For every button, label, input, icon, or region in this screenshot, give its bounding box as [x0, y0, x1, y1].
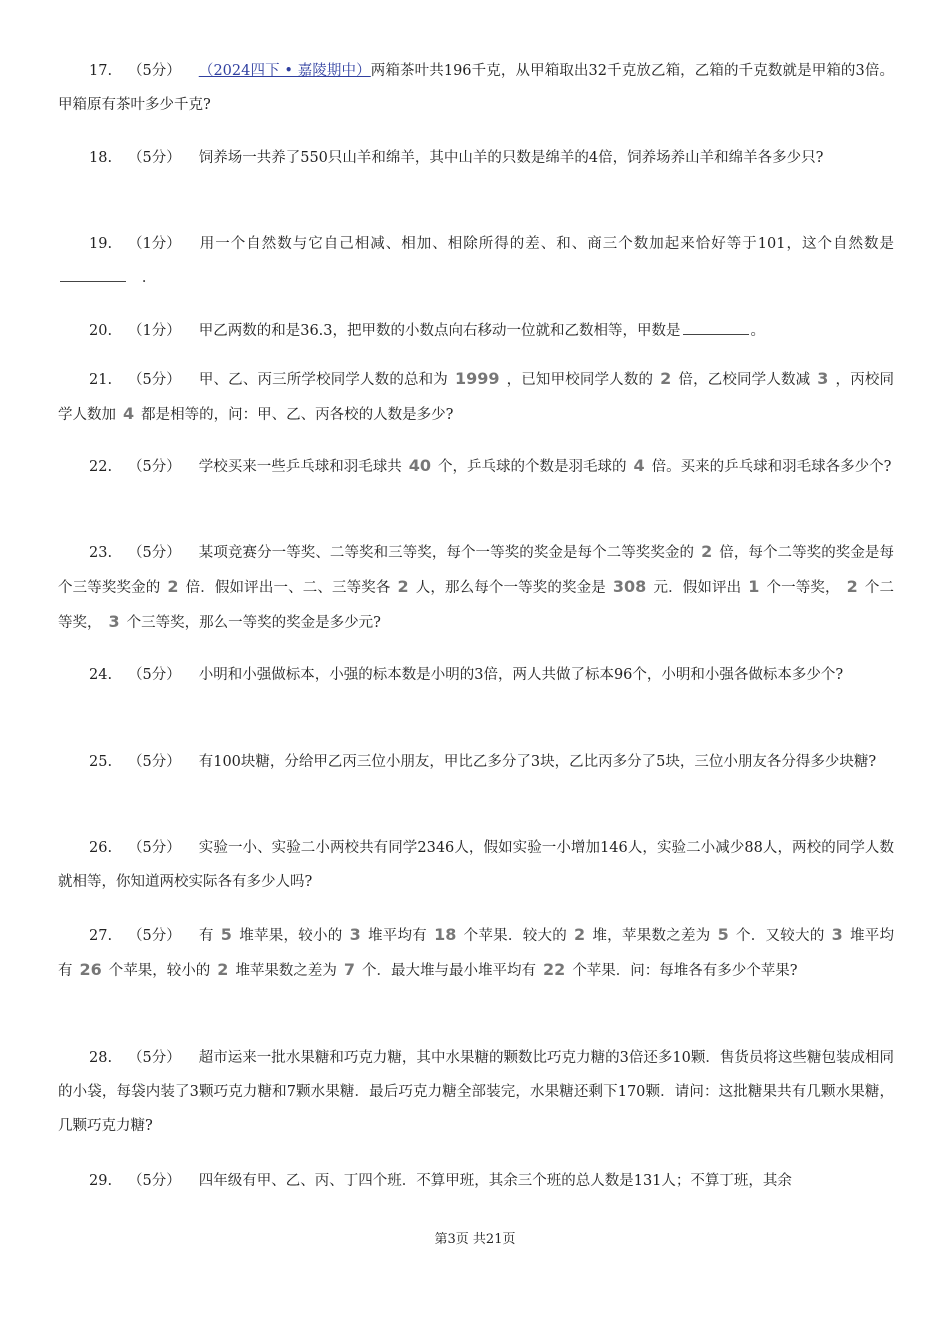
question-text: 堆苹果，较小的 [238, 928, 343, 944]
question-number: 27. [89, 928, 113, 944]
question-text: 实验一小、实验二小两校共有同学2346人，假如实验一小增加146人，实验二小减少88人，两校的同学人数就相等，你知道两校实际各有多少人吗? [58, 840, 894, 890]
highlighted-number: 1 [748, 577, 760, 596]
question-text: 个苹果．问：每堆各有多少个苹果? [572, 963, 798, 979]
highlighted-number: 2 [167, 577, 179, 596]
source-link[interactable]: （2024四下 • 嘉陵期中） [198, 63, 371, 79]
question-number: 29. [89, 1173, 113, 1189]
question-27 [58, 918, 894, 988]
highlighted-number: 18 [434, 925, 457, 944]
question-text: ，已知甲校同学人数的 [506, 372, 654, 388]
question-points: （5分） [128, 667, 181, 683]
question-points: （5分） [128, 1050, 181, 1066]
question-punctuation: ． [128, 270, 157, 286]
highlighted-number: 3 [831, 925, 843, 944]
question-25 [58, 745, 894, 779]
question-text: 堆苹果数之差为 [235, 963, 337, 979]
question-points: （1分） [128, 236, 181, 252]
question-text: 超市运来一批水果糖和巧克力糖，其中水果糖的颗数比巧克力糖的3倍还多10颗．售货员将这些糖包装成相同的小袋，每袋内装了3颗巧克力糖和7颗水果糖．最后巧克力糖全部装完，水果糖还剩下170颗．请问：这批糖果共有几颗水果糖，几颗巧克力糖? [58, 1050, 894, 1134]
question-text: 甲乙两数的和是36.3，把甲数的小数点向右移动一位就和乙数相等，甲数是 [198, 323, 681, 339]
question-text: ，丙校同学人数加 [58, 372, 895, 423]
question-number: 19. [89, 236, 113, 252]
question-text: 个．最大堆与最小堆平均有 [362, 963, 537, 979]
question-text: 个苹果，较小的 [108, 963, 211, 979]
question-number: 17. [89, 63, 113, 79]
question-text: 倍，每个二等奖的奖金是每个三等奖奖金的 [58, 545, 895, 596]
question-19 [58, 227, 894, 295]
highlighted-number: 3 [817, 369, 829, 388]
question-number: 22. [89, 459, 113, 475]
highlighted-number: 22 [543, 960, 566, 979]
question-text: 小明和小强做标本，小强的标本数是小明的3倍，两人共做了标本96个，小明和小强各做标本多少个? [198, 667, 844, 683]
question-points: （5分） [128, 63, 181, 79]
highlighted-number: 5 [717, 925, 729, 944]
highlighted-number: 308 [612, 577, 647, 596]
highlighted-number: 2 [217, 960, 229, 979]
question-text: 个，乒乓球的个数是羽毛球的 [438, 459, 627, 475]
question-29 [58, 1164, 894, 1198]
question-number: 26. [89, 840, 113, 856]
question-text: 个三等奖，那么一等奖的奖金是多少元? [126, 615, 381, 631]
question-points: （1分） [128, 323, 181, 339]
question-points: （5分） [128, 372, 181, 388]
question-24 [58, 658, 894, 692]
question-points: （5分） [128, 459, 181, 475]
question-text: 用一个自然数与它自己相减、相加、相除所得的差、和、商三个数加起来恰好等于101，这个自然数是 [198, 236, 894, 252]
question-text: 堆平均有 [367, 928, 428, 944]
question-points: （5分） [128, 754, 181, 770]
highlighted-number: 40 [408, 456, 431, 475]
question-text: 四年级有甲、乙、丙、丁四个班．不算甲班，其余三个班的总人数是131人；不算丁班，其余 [198, 1173, 792, 1189]
highlighted-number: 26 [79, 960, 102, 979]
question-21 [58, 362, 894, 432]
question-points: （5分） [128, 840, 181, 856]
question-17 [58, 54, 894, 122]
question-text: 有 [198, 928, 214, 944]
question-text: 倍，乙校同学人数减 [678, 372, 811, 388]
question-number: 28. [89, 1050, 113, 1066]
question-23 [58, 535, 894, 640]
question-number: 18. [89, 150, 113, 166]
question-text: 人，那么每个一等奖的奖金是 [415, 580, 606, 596]
question-points: （5分） [128, 928, 181, 944]
question-text: 饲养场一共养了550只山羊和绵羊，其中山羊的只数是绵羊的4倍，饲养场养山羊和绵羊各多少只? [198, 150, 824, 166]
question-26 [58, 831, 894, 899]
question-text: 个二等奖， [58, 580, 895, 631]
highlighted-number: 2 [574, 925, 586, 944]
answer-blank[interactable] [60, 267, 126, 282]
question-text: 堆平均有 [58, 928, 895, 979]
question-text: 个一等奖， [766, 580, 840, 596]
question-number: 21. [89, 372, 113, 388]
highlighted-number: 2 [397, 577, 409, 596]
question-text: 元．假如评出 [653, 580, 742, 596]
question-number: 23. [89, 545, 113, 561]
highlighted-number: 3 [108, 612, 120, 631]
question-text: 某项竞赛分一等奖、二等奖和三等奖，每个一等奖的奖金是每个二等奖奖金的 [198, 545, 695, 561]
question-number: 25. [89, 754, 113, 770]
question-text: 学校买来一些乒乓球和羽毛球共 [198, 459, 402, 475]
question-text: 倍。买来的乒乓球和羽毛球各多少个? [651, 459, 892, 475]
question-18 [58, 141, 894, 175]
highlighted-number: 7 [343, 960, 356, 979]
question-text: 个．又较大的 [735, 928, 825, 944]
highlighted-number: 2 [701, 542, 713, 561]
highlighted-number: 4 [633, 456, 645, 475]
highlighted-number: 1999 [454, 369, 500, 388]
question-text: 有100块糖，分给甲乙丙三位小朋友，甲比乙多分了3块，乙比丙多分了5块，三位小朋友各分得多少块糖? [198, 754, 877, 770]
question-28 [58, 1041, 894, 1143]
question-22 [58, 449, 894, 484]
highlighted-number: 3 [349, 925, 361, 944]
question-number: 24. [89, 667, 113, 683]
question-text: 个苹果．较大的 [463, 928, 567, 944]
answer-blank[interactable] [683, 320, 749, 335]
question-text: 都是相等的，问：甲、乙、丙各校的人数是多少? [141, 407, 454, 423]
page-footer: 第3页 共21页 [434, 1232, 516, 1247]
question-number: 20. [89, 323, 113, 339]
question-points: （5分） [128, 150, 181, 166]
highlighted-number: 5 [220, 925, 232, 944]
question-punctuation: 。 [750, 323, 766, 339]
highlighted-number: 4 [123, 404, 135, 423]
question-points: （5分） [128, 1173, 181, 1189]
question-points: （5分） [128, 545, 181, 561]
highlighted-number: 2 [846, 577, 858, 596]
question-text: 堆，苹果数之差为 [592, 928, 711, 944]
highlighted-number: 2 [660, 369, 672, 388]
question-text: 两箱茶叶共196千克，从甲箱取出32千克放乙箱，乙箱的千克数就是甲箱的3倍。甲箱原有茶叶多少千克? [58, 63, 894, 113]
question-text: 甲、乙、丙三所学校同学人数的总和为 [198, 372, 448, 388]
question-20 [58, 314, 894, 348]
question-text: 倍．假如评出一、二、三等奖各 [185, 580, 391, 596]
